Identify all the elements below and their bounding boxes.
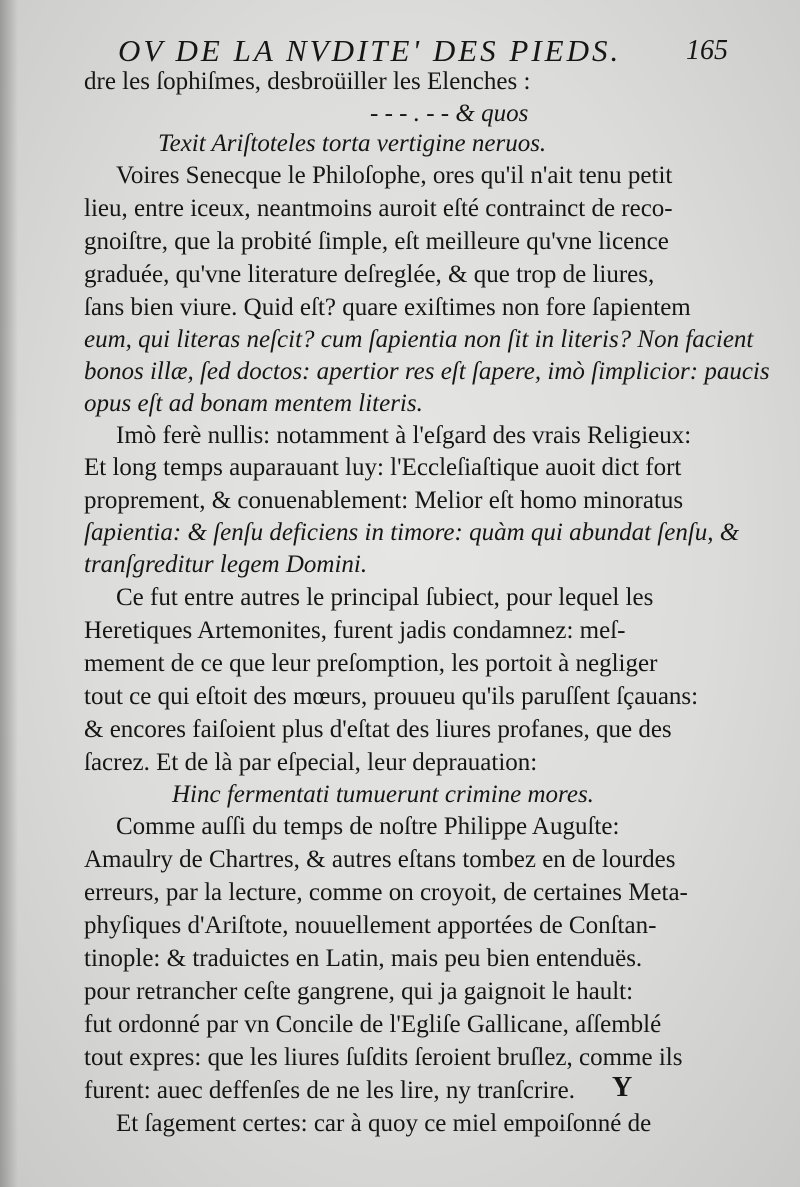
text-line: Imò ferè nullis: notamment à l'eſgard des vrais Religieux:	[116, 422, 692, 449]
text-line: Ce fut entre autres le principal ſubiect, pour lequel les	[116, 584, 654, 611]
text-line: Voires Senecque le Philoſophe, ores qu'il n'ait tenu petit	[116, 162, 673, 189]
text-line: Texit Ariſtoteles torta vertigine neruos.	[158, 130, 547, 157]
text-line: graduée, qu'vne literature deſreglée, & que trop de liures,	[84, 261, 655, 288]
text-line: Amaulry de Chartres, & autres eſtans tombez en de lourdes	[84, 846, 676, 873]
signature-mark: Y	[612, 1072, 633, 1103]
text-line: proprement, & conuenablement: Melior eſt homo minoratus	[84, 487, 684, 514]
text-line: - - - . - - & quos	[370, 100, 529, 127]
text-line: Hinc fermentati tumuerunt crimine mores.	[172, 781, 594, 808]
text-line: eum, qui literas neſcit? cum ſapientia non ſit in literis? Non facient	[84, 326, 754, 353]
text-line: dre les ſophiſmes, desbroüiller les Elenches :	[84, 68, 531, 95]
text-line: Heretiques Artemonites, furent jadis condamnez: meſ-	[84, 617, 626, 644]
text-line: ſacrez. Et de là par eſpecial, leur deprauation:	[84, 749, 538, 776]
text-line: Et long temps auparauant luy: l'Eccleſiaſtique auoit dict fort	[84, 454, 682, 481]
page-gutter-shadow	[0, 0, 18, 1187]
page-number: 165	[686, 35, 728, 66]
text-line: ſapientia: & ſenſu deficiens in timore: quàm qui abundat ſenſu, &	[84, 519, 740, 546]
text-line: tinople: & traduictes en Latin, mais peu bien entenduës.	[84, 945, 643, 972]
text-line: opus eſt ad bonam mentem literis.	[84, 390, 423, 417]
running-header	[118, 33, 728, 69]
text-line: erreurs, par la lecture, comme on croyoit, de certaines Meta-	[84, 879, 688, 906]
text-line: phyſiques d'Ariſtote, nouuellement apportées de Conſtan-	[84, 912, 657, 939]
text-line: fut ordonné par vn Concile de l'Egliſe Gallicane, aſſemblé	[84, 1011, 662, 1038]
text-line: tout expres: que les liures ſuſdits ſeroient bruſlez, comme ils	[84, 1044, 683, 1071]
text-line: tranſgreditur legem Domini.	[84, 551, 368, 578]
text-line: & encores faiſoient plus d'eſtat des liures profanes, que des	[84, 716, 672, 743]
text-line: Et ſagement certes: car à quoy ce miel empoiſonné de	[116, 1110, 652, 1137]
text-line: tout ce qui eſtoit des mœurs, prouueu qu'ils paruſſent ſçauans:	[84, 683, 699, 710]
text-line: pour retrancher ceſte gangrene, qui ja gaignoit le hault:	[84, 978, 634, 1005]
text-line: Comme auſſi du temps de noſtre Philippe Auguſte:	[116, 813, 620, 840]
text-line: lieu, entre iceux, neantmoins auroit eſté contrainct de reco-	[84, 195, 673, 222]
text-line: furent: auec deffenſes de ne les lire, ny tranſcrire.	[84, 1077, 575, 1104]
text-line: ſans bien viure. Quid eſt? quare exiſtimes non fore ſapientem	[84, 294, 691, 321]
text-line: mement de ce que leur preſomption, les portoit à negliger	[84, 650, 658, 677]
text-line: gnoiſtre, que la probité ſimple, eſt meilleure qu'vne licence	[84, 228, 669, 255]
running-title: OV DE LA NVDITE' DES PIEDS.	[118, 33, 622, 68]
text-line: bonos illæ, ſed doctos: apertior res eſt ſapere, imò ſimplicior: paucis	[84, 358, 770, 385]
